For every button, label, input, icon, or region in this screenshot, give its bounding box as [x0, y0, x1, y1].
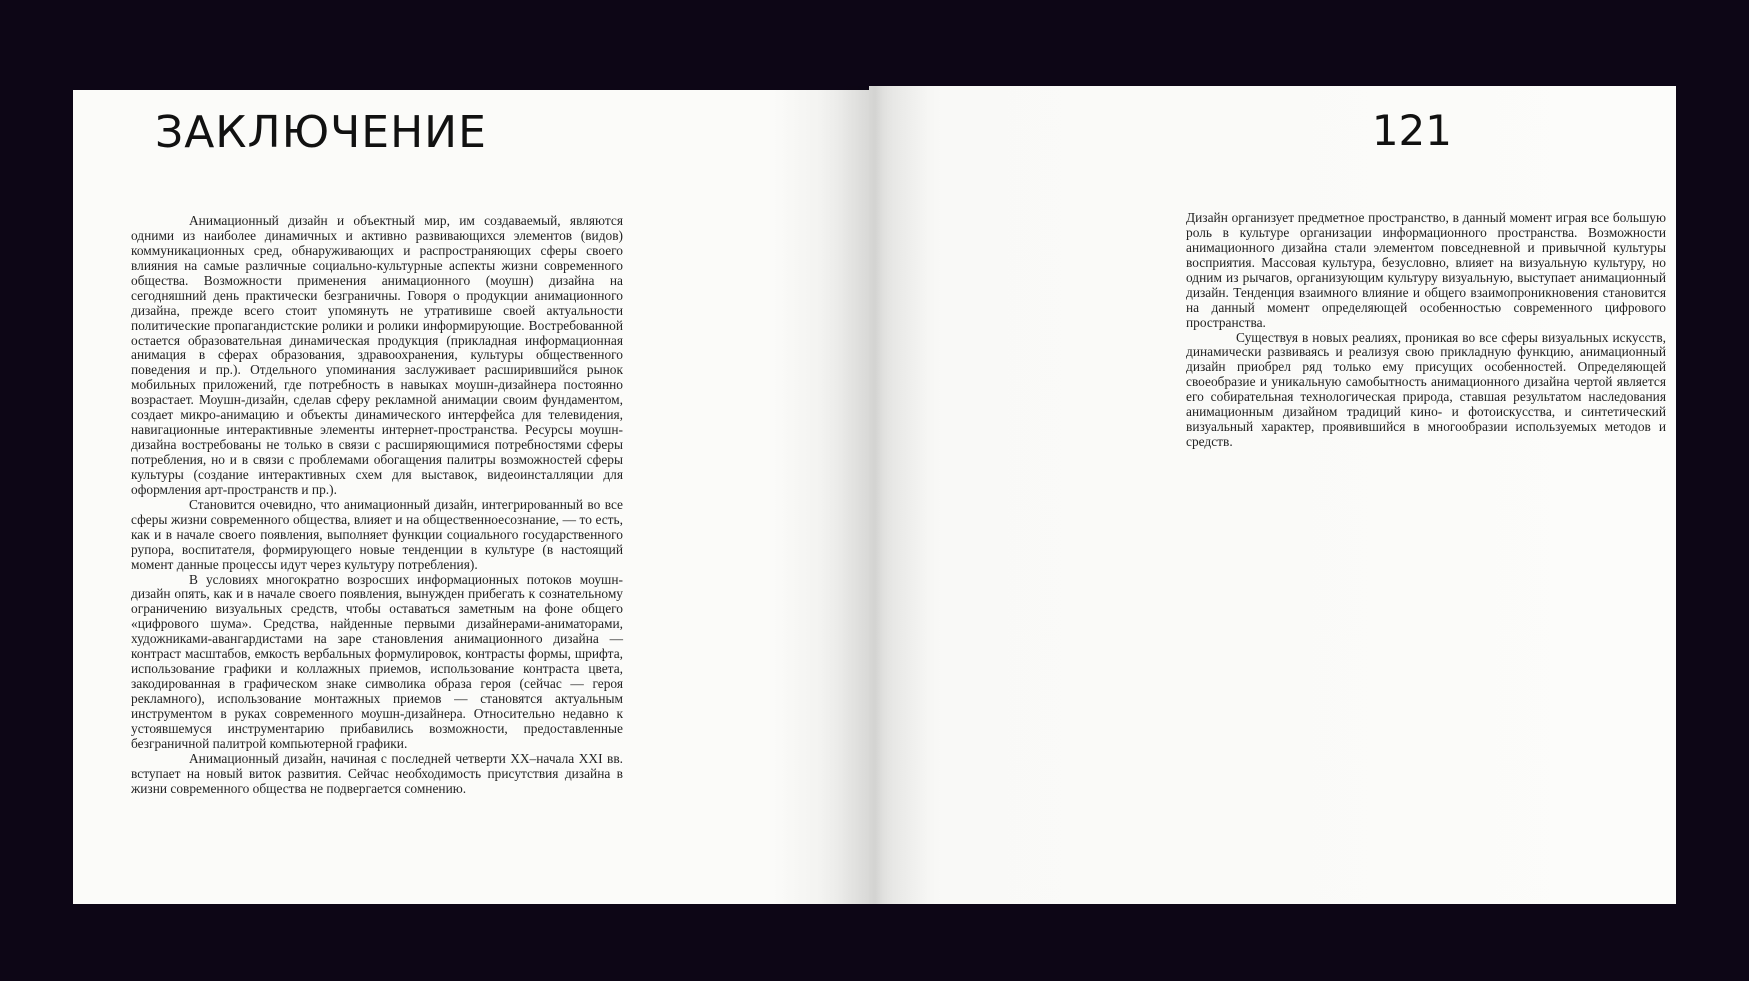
right-paragraph-2: Существуя в новых реалиях, проникая во все сферы визуальных искусств, динамически развиваясь и реализуя свою прикладную функцию, анимационный дизайн приобрел ряд только ему присущих особенностей. Определяющей своеобразие и уникальную самобытность анимационного дизайна чертой является его собирательная технологическая природа, ставшая результатом наследования анимационным дизайном традиций кино- и фотоискусства, и синтетический визуальный характер, проявившийся в многообразии используемых методов и средств.	[1186, 329, 1666, 450]
left-paragraph-4: Анимационный дизайн, начиная с последней четверти XX–начала XXI вв. вступает на новый виток развития. Сейчас необходимость присутствия дизайна в жизни современного общества не подвергается сомнению.	[131, 750, 623, 796]
left-paragraph-1: Анимационный дизайн и объектный мир, им создаваемый, являются одними из наиболее динамичных и активно развивающихся элементов (видов) коммуникационных сред, обнаруживающих и распространяющих сферы своего влияния на самые различные социально-культурные аспекты жизни современного общества. Возможности применения анимационного (моушн) дизайна на сегодняшний день практически безграничны. Говоря о продукции анимационного дизайна, прежде всего стоит упомянуть не утративише своей актуальности политические пропагандистские ролики и ролики информирующие. Востребованной остается образовательная динамическая продукция (прикладная информационная анимация в сферах образования, здравоохранения, культуры общественного поведения и пр.). Отдельного упоминания заслуживает расширившийся рынок мобильных приложений, где потребность в навыках моушн-дизайнера постоянно возрастает. Моушн-дизайн, сделав сферу рекламной анимации своим фундаментом, создает микро-анимацию и объекты динамического интерфейса для телевидения, навигационные интерактивные элементы интернет-пространства. Ресурсы моушн-дизайна востребованы не только в связи с расширяющимися потребностями сферы потребления, но и в связи с проблемами обогащения палитры возможностей сферы культуры (создание интерактивных схем для выставок, видеоинсталляции для оформления арт-пространств и пр.).	[131, 213, 623, 497]
chapter-title: ЗАКЛЮЧЕНИЕ	[155, 107, 487, 158]
right-page	[869, 86, 1676, 904]
right-page-body	[1186, 211, 1666, 450]
left-page	[73, 90, 869, 904]
left-page-body	[131, 214, 623, 797]
left-paragraph-3: В условиях многократно возросших информационных потоков моушн-дизайн опять, как и в начале своего появления, вынужден прибегать к сознательному ограничению визуальных средств, чтобы оставаться заметным на фоне общего «цифрового шума». Средства, найденные первыми дизайнерами-аниматорами, художниками-авангардистами на заре становления анимационного дизайна — контраст масштабов, емкость вербальных формулировок, контрасты формы, шрифта, использование графики и коллажных приемов, использование контраста цвета, закодированная в графическом знаке символика образа героя (сейчас — героя рекламного), использование монтажных приемов — становятся актуальным инструментом в руках современного моушн-дизайнера. Относительно недавно к устоявшемуся инструментарию прибавились возможности, предоставленные безграничной палитрой компьютерной графики.	[131, 571, 623, 751]
left-paragraph-2: Становится очевидно, что анимационный дизайн, интегрированный во все сферы жизни современного общества, влияет и на общественноесознание, — то есть, как и в начале своего появления, выполняет функции социального государственного рупора, воспитателя, формирующего новые тенденции в культуре (в настоящий момент данные процессы идут через культуру потребления).	[131, 496, 623, 572]
right-paragraph-1: Дизайн организует предметное пространство, в данный момент играя все большую роль в культуре организации информационного пространства. Возможности анимационного дизайна стали элементом повседневной и привычной культуры восприятия. Массовая культура, безусловно, влияет на визуальную культуру, но одним из рычагов, организующим культуру визуальную, выступает анимационный дизайн. Тенденция взаимного влияние и общего взаимопроникновения становится на данный момент определяющей особенностью современного цифрового пространства.	[1186, 210, 1666, 330]
page-number: 121	[1371, 106, 1452, 155]
